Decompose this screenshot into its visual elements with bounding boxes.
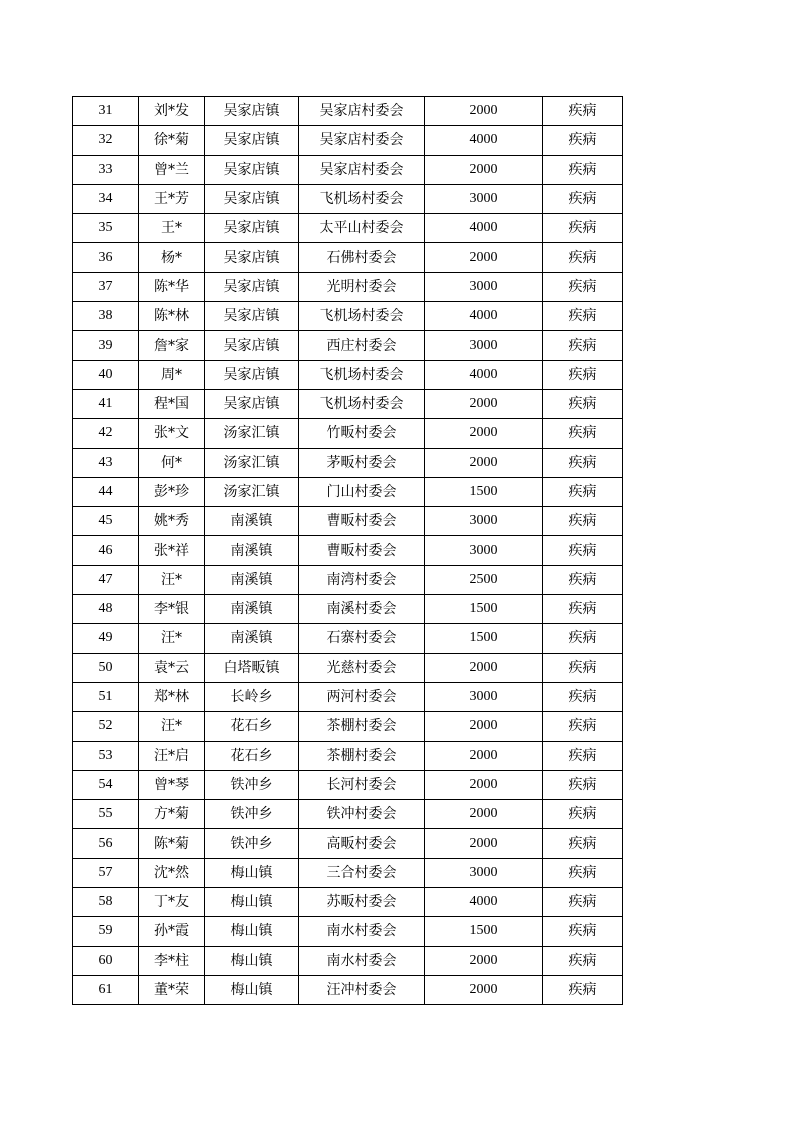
cell-name: 曾*兰 xyxy=(139,155,205,184)
cell-village: 南水村委会 xyxy=(299,917,425,946)
cell-village: 飞机场村委会 xyxy=(299,184,425,213)
cell-reason: 疾病 xyxy=(543,448,623,477)
cell-name: 刘*发 xyxy=(139,97,205,126)
cell-village: 茶棚村委会 xyxy=(299,712,425,741)
cell-number: 38 xyxy=(73,302,139,331)
cell-village: 光明村委会 xyxy=(299,272,425,301)
cell-reason: 疾病 xyxy=(543,712,623,741)
cell-town: 汤家汇镇 xyxy=(205,477,299,506)
table-row xyxy=(73,97,623,126)
cell-name: 张*文 xyxy=(139,419,205,448)
cell-amount: 2000 xyxy=(425,653,543,682)
cell-name: 李*柱 xyxy=(139,946,205,975)
cell-amount: 2000 xyxy=(425,448,543,477)
cell-town: 吴家店镇 xyxy=(205,360,299,389)
cell-number: 48 xyxy=(73,595,139,624)
cell-amount: 4000 xyxy=(425,360,543,389)
cell-amount: 2500 xyxy=(425,565,543,594)
cell-name: 杨* xyxy=(139,243,205,272)
cell-number: 56 xyxy=(73,829,139,858)
cell-number: 39 xyxy=(73,331,139,360)
cell-reason: 疾病 xyxy=(543,565,623,594)
cell-number: 32 xyxy=(73,126,139,155)
table-row xyxy=(73,888,623,917)
cell-amount: 2000 xyxy=(425,946,543,975)
cell-village: 茶棚村委会 xyxy=(299,741,425,770)
cell-town: 吴家店镇 xyxy=(205,272,299,301)
cell-number: 42 xyxy=(73,419,139,448)
cell-amount: 4000 xyxy=(425,126,543,155)
cell-name: 陈*华 xyxy=(139,272,205,301)
cell-number: 40 xyxy=(73,360,139,389)
cell-reason: 疾病 xyxy=(543,97,623,126)
table-row xyxy=(73,565,623,594)
cell-reason: 疾病 xyxy=(543,331,623,360)
cell-amount: 1500 xyxy=(425,917,543,946)
cell-name: 陈*林 xyxy=(139,302,205,331)
cell-amount: 2000 xyxy=(425,770,543,799)
cell-amount: 2000 xyxy=(425,975,543,1004)
cell-number: 31 xyxy=(73,97,139,126)
cell-amount: 2000 xyxy=(425,389,543,418)
table-row xyxy=(73,770,623,799)
cell-name: 徐*菊 xyxy=(139,126,205,155)
cell-number: 55 xyxy=(73,800,139,829)
cell-name: 詹*家 xyxy=(139,331,205,360)
cell-name: 汪* xyxy=(139,712,205,741)
cell-name: 彭*珍 xyxy=(139,477,205,506)
cell-town: 铁冲乡 xyxy=(205,770,299,799)
cell-number: 43 xyxy=(73,448,139,477)
cell-reason: 疾病 xyxy=(543,360,623,389)
table-row xyxy=(73,682,623,711)
cell-reason: 疾病 xyxy=(543,419,623,448)
table-row xyxy=(73,331,623,360)
table-row xyxy=(73,184,623,213)
cell-town: 铁冲乡 xyxy=(205,829,299,858)
cell-reason: 疾病 xyxy=(543,155,623,184)
cell-village: 高畈村委会 xyxy=(299,829,425,858)
cell-amount: 3000 xyxy=(425,682,543,711)
cell-number: 53 xyxy=(73,741,139,770)
cell-village: 飞机场村委会 xyxy=(299,389,425,418)
cell-town: 梅山镇 xyxy=(205,858,299,887)
cell-number: 36 xyxy=(73,243,139,272)
cell-name: 董*荣 xyxy=(139,975,205,1004)
cell-reason: 疾病 xyxy=(543,389,623,418)
cell-name: 袁*云 xyxy=(139,653,205,682)
table-body xyxy=(73,97,623,1005)
cell-number: 49 xyxy=(73,624,139,653)
cell-name: 陈*菊 xyxy=(139,829,205,858)
cell-name: 沈*然 xyxy=(139,858,205,887)
cell-town: 汤家汇镇 xyxy=(205,448,299,477)
table-row xyxy=(73,389,623,418)
cell-amount: 1500 xyxy=(425,595,543,624)
cell-village: 太平山村委会 xyxy=(299,214,425,243)
cell-number: 35 xyxy=(73,214,139,243)
cell-number: 37 xyxy=(73,272,139,301)
cell-number: 57 xyxy=(73,858,139,887)
cell-town: 长岭乡 xyxy=(205,682,299,711)
table-row xyxy=(73,507,623,536)
cell-village: 汪冲村委会 xyxy=(299,975,425,1004)
cell-number: 50 xyxy=(73,653,139,682)
cell-name: 程*国 xyxy=(139,389,205,418)
cell-town: 汤家汇镇 xyxy=(205,419,299,448)
cell-number: 60 xyxy=(73,946,139,975)
cell-name: 汪* xyxy=(139,565,205,594)
cell-reason: 疾病 xyxy=(543,917,623,946)
cell-name: 汪* xyxy=(139,624,205,653)
cell-amount: 1500 xyxy=(425,624,543,653)
cell-village: 门山村委会 xyxy=(299,477,425,506)
cell-village: 南溪村委会 xyxy=(299,595,425,624)
cell-amount: 2000 xyxy=(425,155,543,184)
cell-amount: 4000 xyxy=(425,302,543,331)
cell-town: 吴家店镇 xyxy=(205,389,299,418)
cell-name: 曾*琴 xyxy=(139,770,205,799)
cell-town: 南溪镇 xyxy=(205,507,299,536)
cell-amount: 4000 xyxy=(425,214,543,243)
table-row xyxy=(73,419,623,448)
table-row xyxy=(73,595,623,624)
cell-town: 吴家店镇 xyxy=(205,97,299,126)
table-row xyxy=(73,624,623,653)
cell-reason: 疾病 xyxy=(543,829,623,858)
cell-name: 王* xyxy=(139,214,205,243)
cell-town: 花石乡 xyxy=(205,712,299,741)
table-row xyxy=(73,917,623,946)
assistance-table xyxy=(72,96,623,1005)
cell-town: 吴家店镇 xyxy=(205,214,299,243)
cell-name: 李*银 xyxy=(139,595,205,624)
cell-town: 吴家店镇 xyxy=(205,184,299,213)
cell-reason: 疾病 xyxy=(543,653,623,682)
cell-amount: 2000 xyxy=(425,741,543,770)
cell-town: 吴家店镇 xyxy=(205,155,299,184)
table-row xyxy=(73,829,623,858)
cell-number: 41 xyxy=(73,389,139,418)
cell-town: 白塔畈镇 xyxy=(205,653,299,682)
table-row xyxy=(73,741,623,770)
cell-reason: 疾病 xyxy=(543,770,623,799)
cell-town: 铁冲乡 xyxy=(205,800,299,829)
cell-amount: 3000 xyxy=(425,858,543,887)
table-row xyxy=(73,302,623,331)
table-row xyxy=(73,800,623,829)
cell-village: 茅畈村委会 xyxy=(299,448,425,477)
cell-amount: 3000 xyxy=(425,331,543,360)
cell-name: 张*祥 xyxy=(139,536,205,565)
cell-village: 石佛村委会 xyxy=(299,243,425,272)
cell-number: 52 xyxy=(73,712,139,741)
cell-reason: 疾病 xyxy=(543,126,623,155)
cell-village: 西庄村委会 xyxy=(299,331,425,360)
table-row xyxy=(73,975,623,1004)
cell-village: 竹畈村委会 xyxy=(299,419,425,448)
cell-amount: 2000 xyxy=(425,243,543,272)
cell-name: 王*芳 xyxy=(139,184,205,213)
cell-name: 汪*启 xyxy=(139,741,205,770)
table-row xyxy=(73,712,623,741)
cell-village: 长河村委会 xyxy=(299,770,425,799)
cell-name: 何* xyxy=(139,448,205,477)
cell-village: 吴家店村委会 xyxy=(299,126,425,155)
cell-amount: 2000 xyxy=(425,419,543,448)
cell-village: 南湾村委会 xyxy=(299,565,425,594)
cell-reason: 疾病 xyxy=(543,536,623,565)
cell-town: 梅山镇 xyxy=(205,917,299,946)
cell-number: 44 xyxy=(73,477,139,506)
cell-town: 南溪镇 xyxy=(205,595,299,624)
cell-amount: 2000 xyxy=(425,712,543,741)
cell-amount: 2000 xyxy=(425,800,543,829)
cell-town: 南溪镇 xyxy=(205,536,299,565)
cell-village: 苏畈村委会 xyxy=(299,888,425,917)
cell-town: 花石乡 xyxy=(205,741,299,770)
cell-village: 石寨村委会 xyxy=(299,624,425,653)
cell-village: 曹畈村委会 xyxy=(299,536,425,565)
table-row xyxy=(73,448,623,477)
cell-town: 南溪镇 xyxy=(205,624,299,653)
cell-town: 梅山镇 xyxy=(205,946,299,975)
table-row xyxy=(73,126,623,155)
cell-town: 南溪镇 xyxy=(205,565,299,594)
cell-reason: 疾病 xyxy=(543,302,623,331)
cell-name: 方*菊 xyxy=(139,800,205,829)
cell-town: 吴家店镇 xyxy=(205,331,299,360)
table-row xyxy=(73,272,623,301)
cell-amount: 2000 xyxy=(425,829,543,858)
cell-reason: 疾病 xyxy=(543,477,623,506)
cell-village: 曹畈村委会 xyxy=(299,507,425,536)
cell-number: 46 xyxy=(73,536,139,565)
cell-amount: 3000 xyxy=(425,184,543,213)
cell-number: 34 xyxy=(73,184,139,213)
table-row xyxy=(73,653,623,682)
table-row xyxy=(73,155,623,184)
table-row xyxy=(73,536,623,565)
cell-village: 飞机场村委会 xyxy=(299,360,425,389)
cell-reason: 疾病 xyxy=(543,184,623,213)
cell-reason: 疾病 xyxy=(543,741,623,770)
cell-amount: 3000 xyxy=(425,507,543,536)
cell-reason: 疾病 xyxy=(543,858,623,887)
cell-village: 吴家店村委会 xyxy=(299,155,425,184)
cell-village: 两河村委会 xyxy=(299,682,425,711)
cell-town: 吴家店镇 xyxy=(205,243,299,272)
cell-reason: 疾病 xyxy=(543,214,623,243)
cell-name: 丁*友 xyxy=(139,888,205,917)
cell-amount: 3000 xyxy=(425,536,543,565)
cell-reason: 疾病 xyxy=(543,975,623,1004)
cell-number: 58 xyxy=(73,888,139,917)
cell-village: 吴家店村委会 xyxy=(299,97,425,126)
cell-number: 59 xyxy=(73,917,139,946)
cell-town: 吴家店镇 xyxy=(205,126,299,155)
cell-name: 姚*秀 xyxy=(139,507,205,536)
cell-village: 三合村委会 xyxy=(299,858,425,887)
cell-reason: 疾病 xyxy=(543,595,623,624)
cell-reason: 疾病 xyxy=(543,800,623,829)
table-row xyxy=(73,946,623,975)
cell-name: 孙*霞 xyxy=(139,917,205,946)
cell-reason: 疾病 xyxy=(543,272,623,301)
cell-name: 郑*林 xyxy=(139,682,205,711)
cell-town: 梅山镇 xyxy=(205,975,299,1004)
cell-reason: 疾病 xyxy=(543,682,623,711)
cell-number: 33 xyxy=(73,155,139,184)
table-row xyxy=(73,360,623,389)
table-row xyxy=(73,477,623,506)
table-row xyxy=(73,243,623,272)
cell-town: 梅山镇 xyxy=(205,888,299,917)
cell-name: 周* xyxy=(139,360,205,389)
cell-village: 铁冲村委会 xyxy=(299,800,425,829)
cell-town: 吴家店镇 xyxy=(205,302,299,331)
cell-village: 飞机场村委会 xyxy=(299,302,425,331)
cell-amount: 2000 xyxy=(425,97,543,126)
cell-number: 45 xyxy=(73,507,139,536)
cell-number: 47 xyxy=(73,565,139,594)
cell-number: 54 xyxy=(73,770,139,799)
cell-village: 南水村委会 xyxy=(299,946,425,975)
table-row xyxy=(73,858,623,887)
cell-reason: 疾病 xyxy=(543,507,623,536)
cell-reason: 疾病 xyxy=(543,888,623,917)
cell-reason: 疾病 xyxy=(543,624,623,653)
cell-number: 61 xyxy=(73,975,139,1004)
cell-number: 51 xyxy=(73,682,139,711)
cell-amount: 1500 xyxy=(425,477,543,506)
cell-amount: 3000 xyxy=(425,272,543,301)
cell-village: 光慈村委会 xyxy=(299,653,425,682)
table-row xyxy=(73,214,623,243)
cell-amount: 4000 xyxy=(425,888,543,917)
cell-reason: 疾病 xyxy=(543,946,623,975)
cell-reason: 疾病 xyxy=(543,243,623,272)
